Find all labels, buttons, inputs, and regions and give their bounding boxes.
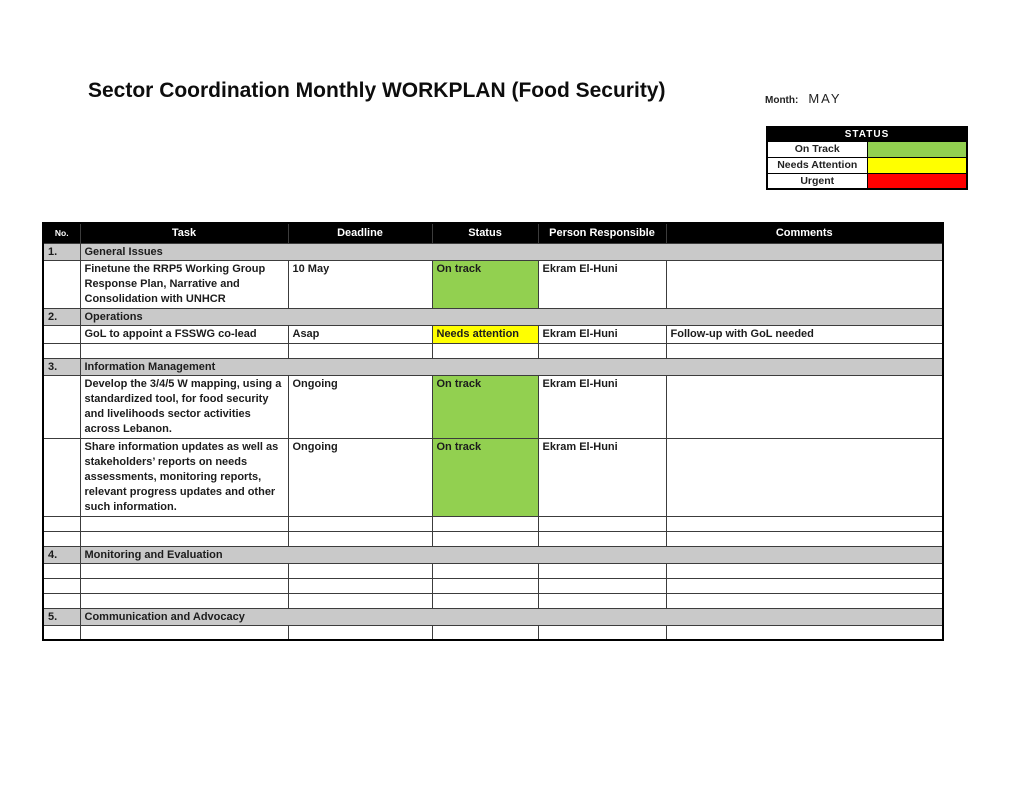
section-number: 2.	[43, 308, 80, 325]
workplan-body	[43, 243, 943, 640]
empty-person-cell	[538, 593, 666, 608]
legend-label: Urgent	[767, 173, 867, 189]
status-legend	[766, 126, 968, 190]
status-cell: On track	[432, 260, 538, 308]
empty-no-cell	[43, 578, 80, 593]
empty-task-cell	[80, 578, 288, 593]
empty-status-cell	[432, 516, 538, 531]
deadline-cell: Asap	[288, 325, 432, 343]
task-cell: GoL to appoint a FSSWG co-lead	[80, 325, 288, 343]
empty-person-cell	[538, 563, 666, 578]
section-row	[43, 243, 943, 260]
empty-deadline-cell	[288, 578, 432, 593]
empty-status-cell	[432, 578, 538, 593]
person-cell: Ekram El-Huni	[538, 260, 666, 308]
comments-cell	[666, 260, 943, 308]
empty-comments-cell	[666, 593, 943, 608]
legend-color-swatch	[867, 157, 967, 173]
empty-deadline-cell	[288, 625, 432, 640]
empty-person-cell	[538, 531, 666, 546]
empty-row	[43, 625, 943, 640]
section-label: Operations	[80, 308, 943, 325]
column-header-status: Status	[432, 223, 538, 243]
section-row	[43, 546, 943, 563]
empty-row	[43, 563, 943, 578]
empty-person-cell	[538, 625, 666, 640]
comments-cell: Follow-up with GoL needed	[666, 325, 943, 343]
column-header-task: Task	[80, 223, 288, 243]
section-row	[43, 608, 943, 625]
deadline-cell: Ongoing	[288, 375, 432, 438]
task-cell: Develop the 3/4/5 W mapping, using a standardized tool, for food security and livelihoods sector activities across Lebanon.	[80, 375, 288, 438]
empty-comments-cell	[666, 531, 943, 546]
empty-task-cell	[80, 343, 288, 358]
task-row	[43, 375, 943, 438]
empty-status-cell	[432, 593, 538, 608]
status-cell: On track	[432, 375, 538, 438]
empty-no-cell	[43, 625, 80, 640]
column-header-person-responsible: Person Responsible	[538, 223, 666, 243]
empty-person-cell	[538, 578, 666, 593]
empty-person-cell	[538, 516, 666, 531]
status-cell: On track	[432, 438, 538, 516]
column-header-deadline: Deadline	[288, 223, 432, 243]
row-number-cell	[43, 375, 80, 438]
legend-label: Needs Attention	[767, 157, 867, 173]
section-label: Information Management	[80, 358, 943, 375]
section-row	[43, 358, 943, 375]
empty-no-cell	[43, 593, 80, 608]
comments-cell	[666, 375, 943, 438]
empty-deadline-cell	[288, 563, 432, 578]
legend-row	[767, 173, 967, 189]
section-label: General Issues	[80, 243, 943, 260]
deadline-cell: Ongoing	[288, 438, 432, 516]
empty-task-cell	[80, 516, 288, 531]
empty-no-cell	[43, 563, 80, 578]
empty-row	[43, 531, 943, 546]
section-row	[43, 308, 943, 325]
empty-status-cell	[432, 531, 538, 546]
empty-row	[43, 516, 943, 531]
legend-row	[767, 157, 967, 173]
legend-color-swatch	[867, 141, 967, 157]
legend-color-swatch	[867, 173, 967, 189]
section-label: Monitoring and Evaluation	[80, 546, 943, 563]
empty-no-cell	[43, 343, 80, 358]
legend-row	[767, 141, 967, 157]
legend-header-row	[767, 127, 967, 141]
column-header-comments: Comments	[666, 223, 943, 243]
row-number-cell	[43, 260, 80, 308]
row-number-cell	[43, 438, 80, 516]
empty-row	[43, 593, 943, 608]
month-label: Month:	[765, 95, 799, 106]
empty-comments-cell	[666, 578, 943, 593]
task-cell: Finetune the RRP5 Working Group Response Plan, Narrative and Consolidation with UNHCR	[80, 260, 288, 308]
empty-task-cell	[80, 531, 288, 546]
status-cell: Needs attention	[432, 325, 538, 343]
empty-deadline-cell	[288, 531, 432, 546]
column-header-no: No.	[43, 223, 80, 243]
header-row	[43, 223, 943, 243]
legend-body	[767, 141, 967, 189]
section-number: 1.	[43, 243, 80, 260]
empty-task-cell	[80, 593, 288, 608]
month-field	[765, 90, 842, 108]
empty-comments-cell	[666, 563, 943, 578]
page-title: Sector Coordination Monthly WORKPLAN (Food Security)	[88, 79, 666, 102]
person-cell: Ekram El-Huni	[538, 325, 666, 343]
comments-cell	[666, 438, 943, 516]
month-value: MAY	[808, 91, 842, 106]
legend-header: STATUS	[767, 127, 967, 141]
empty-status-cell	[432, 625, 538, 640]
person-cell: Ekram El-Huni	[538, 438, 666, 516]
task-row	[43, 438, 943, 516]
section-number: 4.	[43, 546, 80, 563]
task-cell: Share information updates as well as stakeholders’ reports on needs assessments, monitoring reports, relevant progress updates and other such information.	[80, 438, 288, 516]
empty-row	[43, 578, 943, 593]
empty-comments-cell	[666, 343, 943, 358]
empty-deadline-cell	[288, 343, 432, 358]
task-row	[43, 325, 943, 343]
row-number-cell	[43, 325, 80, 343]
empty-task-cell	[80, 563, 288, 578]
section-number: 3.	[43, 358, 80, 375]
deadline-cell: 10 May	[288, 260, 432, 308]
empty-person-cell	[538, 343, 666, 358]
empty-no-cell	[43, 531, 80, 546]
person-cell: Ekram El-Huni	[538, 375, 666, 438]
empty-deadline-cell	[288, 593, 432, 608]
empty-comments-cell	[666, 625, 943, 640]
empty-task-cell	[80, 625, 288, 640]
section-label: Communication and Advocacy	[80, 608, 943, 625]
empty-status-cell	[432, 563, 538, 578]
empty-comments-cell	[666, 516, 943, 531]
workplan-header	[43, 223, 943, 243]
legend-label: On Track	[767, 141, 867, 157]
empty-deadline-cell	[288, 516, 432, 531]
task-row	[43, 260, 943, 308]
empty-status-cell	[432, 343, 538, 358]
section-number: 5.	[43, 608, 80, 625]
empty-row	[43, 343, 943, 358]
workplan-table	[42, 222, 944, 641]
empty-no-cell	[43, 516, 80, 531]
